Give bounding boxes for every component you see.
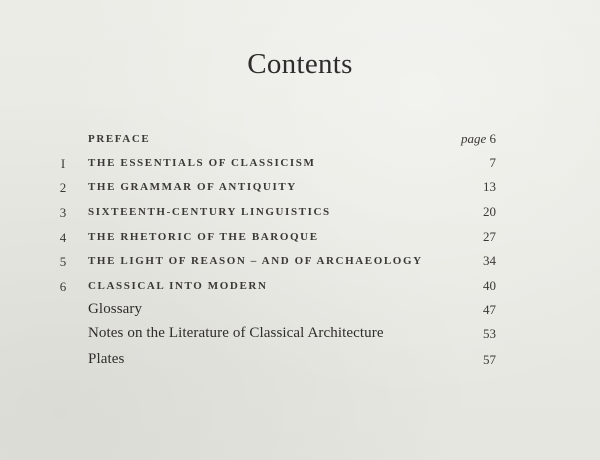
page-number (483, 229, 496, 245)
page-value: 13 (483, 179, 496, 194)
toc-entry-title: Glossary (88, 301, 143, 317)
chapter-number: 5 (59, 254, 67, 269)
toc-entry-title: PREFACE (88, 133, 151, 145)
toc-entry-glossary (0, 301, 600, 323)
page-value: 57 (483, 352, 496, 367)
toc-entry-chapter-2 (0, 179, 600, 201)
page-value: 27 (483, 229, 496, 244)
toc-entry-title: THE LIGHT OF REASON – AND OF ARCHAEOLOGY (88, 255, 423, 267)
page-number (483, 253, 496, 269)
page-value: 53 (483, 326, 496, 341)
chapter-number: I (60, 156, 66, 171)
page-value: 6 (489, 131, 496, 146)
toc-entry-title: Plates (88, 351, 125, 367)
toc-entry-chapter-4 (0, 229, 600, 251)
toc-entry-title: Notes on the Literature of Classical Architecture (88, 325, 384, 341)
page-number (483, 278, 496, 294)
page-number (490, 155, 497, 171)
page-value: 7 (489, 155, 496, 170)
page-value: 34 (483, 253, 496, 268)
toc-entry-notes (0, 325, 600, 347)
toc-entry-title: CLASSICAL INTO MODERN (88, 280, 268, 292)
chapter-number: 3 (59, 205, 67, 220)
page-number (483, 326, 496, 342)
toc-entry-chapter-3 (0, 204, 600, 226)
toc-entry-title: THE RHETORIC OF THE BAROQUE (88, 231, 319, 243)
toc-entry-title: SIXTEENTH-CENTURY LINGUISTICS (88, 206, 331, 218)
page-value: 47 (483, 302, 496, 317)
toc-entry-chapter-6 (0, 278, 600, 300)
toc-entry-chapter-1 (0, 155, 600, 177)
chapter-number: 4 (59, 230, 67, 245)
page-value: 20 (483, 204, 496, 219)
toc-entry-chapter-5 (0, 253, 600, 275)
page-number (483, 204, 496, 220)
toc-entry-title: THE GRAMMAR OF ANTIQUITY (88, 181, 297, 193)
chapter-number: 2 (59, 180, 67, 195)
page-number (483, 179, 496, 195)
page-value: 40 (483, 278, 496, 293)
page-number (461, 131, 496, 147)
page-number (483, 352, 496, 368)
toc-entry-title: THE ESSENTIALS OF CLASSICISM (88, 157, 316, 169)
toc-entry-plates (0, 351, 600, 373)
page-prefix: page (460, 131, 487, 146)
page-number (483, 302, 496, 318)
page-title: Contents (247, 48, 353, 80)
chapter-number: 6 (59, 279, 67, 294)
toc-entry-preface (0, 131, 600, 153)
